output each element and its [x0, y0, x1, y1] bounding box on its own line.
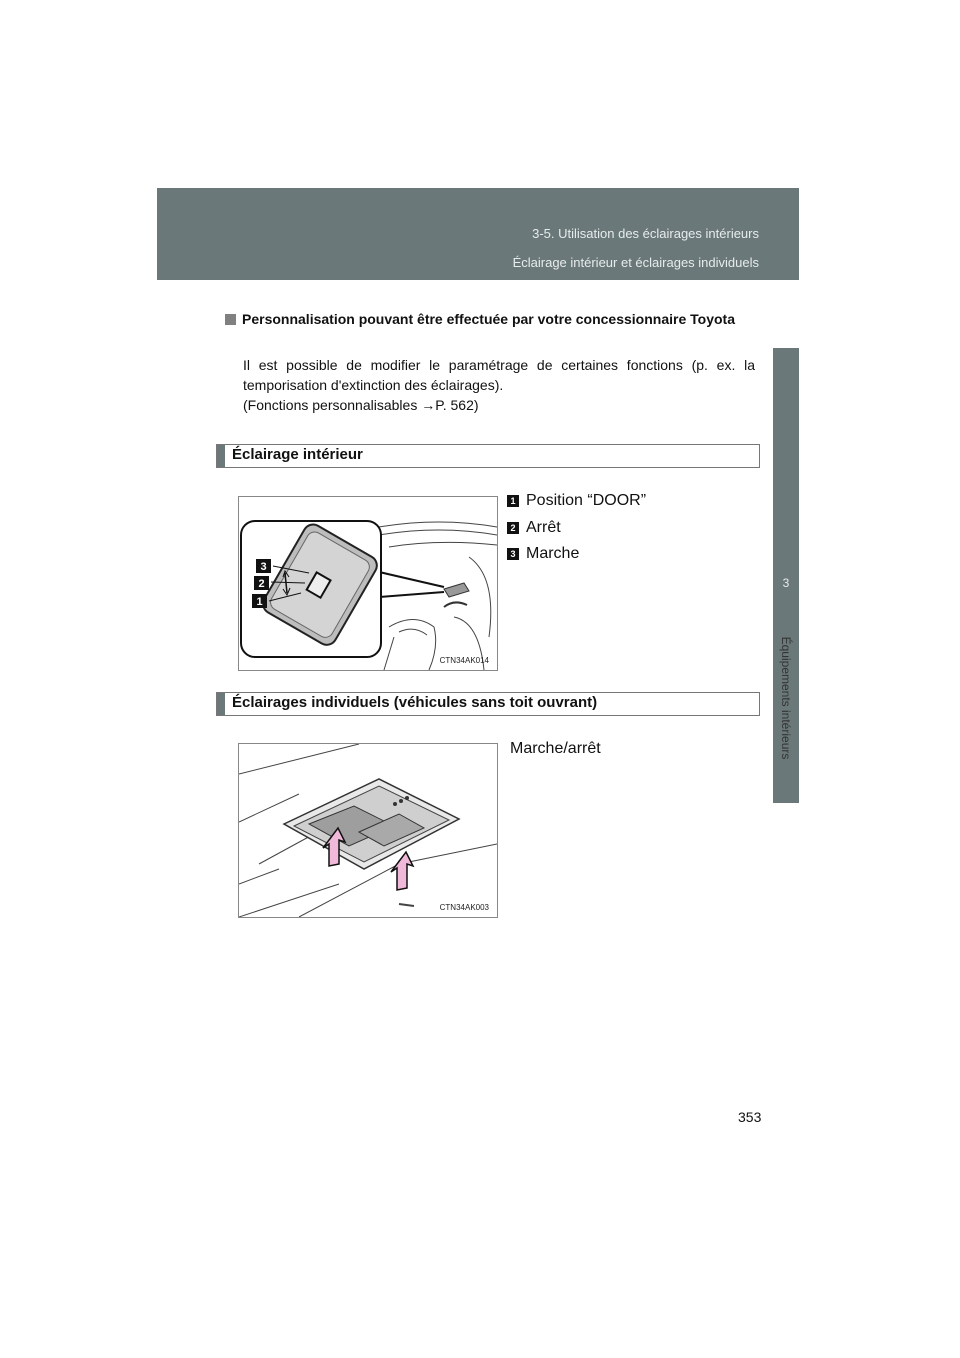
interior-light-figure: [238, 496, 498, 671]
section-title-personal-lights: Éclairages individuels (véhicules sans toit ouvrant): [232, 694, 598, 711]
chapter-number: 3: [782, 576, 790, 590]
chapter-title: 3-5. Utilisation des éclairages intérieurs: [532, 226, 759, 241]
customization-reference: (Fonctions personnalisables →P. 562): [243, 397, 479, 413]
customization-heading: [225, 309, 755, 329]
legend-label: Position “DOOR”: [526, 492, 647, 509]
on-off-caption: Marche/arrêt: [510, 740, 601, 757]
page-number: 353: [738, 1109, 762, 1125]
legend-number: 3: [507, 548, 519, 560]
customization-title: Personnalisation pouvant être effectuée par votre concessionnaire Toyota: [242, 311, 735, 327]
section-heading-bar: [217, 693, 225, 715]
page-header: [157, 188, 799, 280]
customization-text: Il est possible de modifier le paramétrage de certaines fonctions (p. ex. la temporisation d'extinction des éclairages).: [243, 357, 755, 393]
interior-light-illustration: [239, 497, 497, 670]
legend-item-1: [507, 491, 646, 511]
personal-lights-illustration: [239, 744, 497, 917]
section-heading-interior-light: [216, 444, 760, 468]
legend-number: 2: [507, 522, 519, 534]
section-heading-bar: [217, 445, 225, 467]
personal-lights-figure: [238, 743, 498, 918]
legend-item-3: [507, 544, 579, 564]
legend-label: Arrêt: [526, 519, 561, 536]
svg-text:1: 1: [256, 596, 263, 608]
figure-code: CTN34AK014: [439, 656, 489, 665]
section-title: Éclairage intérieur et éclairages individuels: [512, 255, 759, 270]
svg-text:3: 3: [260, 561, 267, 573]
figure-code: CTN34AK003: [439, 903, 489, 912]
section-title-interior-light: Éclairage intérieur: [232, 446, 363, 463]
legend-number: 1: [507, 495, 519, 507]
legend-label: Marche: [526, 545, 580, 562]
section-heading-personal-lights: [216, 692, 760, 716]
chapter-side-label: Équipements intérieurs: [779, 636, 793, 760]
svg-text:2: 2: [258, 578, 265, 590]
legend-item-2: [507, 518, 561, 538]
bullet-square-icon: [225, 314, 236, 325]
